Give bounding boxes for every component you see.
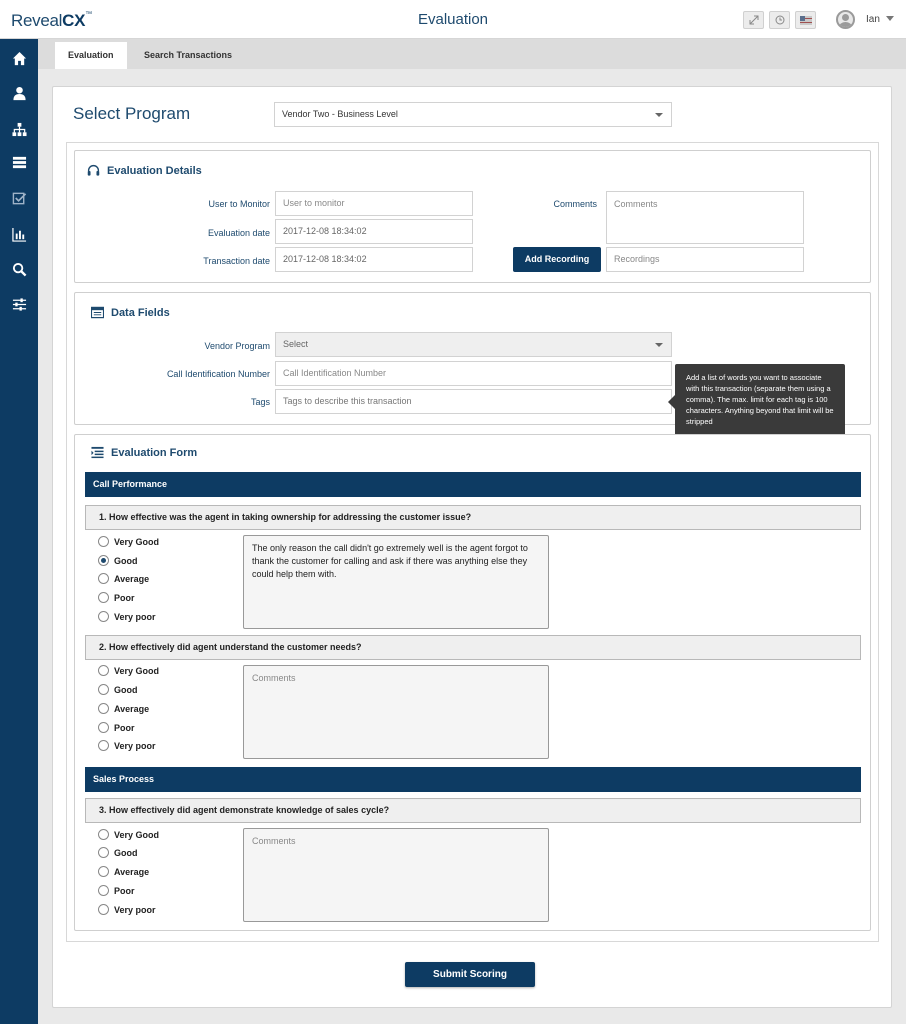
radio-button[interactable] [98, 665, 109, 676]
radio-button[interactable] [98, 573, 109, 584]
q2-option-very-good[interactable]: Very Good [98, 665, 159, 676]
q3-option-very-good[interactable]: Very Good [98, 829, 159, 840]
user-icon [12, 86, 27, 101]
radio-button[interactable] [98, 684, 109, 695]
submit-scoring-button[interactable]: Submit Scoring [405, 962, 535, 987]
radio-button[interactable] [98, 611, 109, 622]
category-sales-process: Sales Process [85, 767, 861, 792]
radio-button[interactable] [98, 885, 109, 896]
expand-icon [749, 15, 759, 25]
chevron-down-icon [655, 113, 663, 117]
sidebar-item-evaluations[interactable] [0, 186, 38, 210]
transaction-date-label: Transaction date [203, 256, 270, 266]
language-button[interactable] [795, 11, 816, 29]
evaluation-date-label: Evaluation date [207, 228, 270, 238]
sidebar-item-hierarchy[interactable] [0, 117, 38, 141]
headset-icon [87, 164, 100, 177]
q3-option-very-poor[interactable]: Very poor [98, 904, 156, 915]
call-id-label: Call Identification Number [166, 369, 270, 379]
page-title: Evaluation [417, 11, 489, 28]
q1-option-very-good[interactable]: Very Good [98, 536, 159, 547]
sliders-icon [12, 297, 27, 312]
question-1: 1. How effective was the agent in taking ownership for addressing the customer issue? [85, 505, 861, 530]
sidebar-item-reports[interactable] [0, 222, 38, 246]
list-icon [12, 155, 27, 170]
program-select-value: Vendor Two - Business Level [282, 109, 398, 119]
org-chart-icon [12, 122, 27, 137]
select-program-label: Select Program [73, 104, 191, 123]
user-to-monitor-input[interactable]: User to monitor [275, 191, 473, 216]
checkbox-icon [12, 191, 27, 206]
evaluation-date-input[interactable]: 2017-12-08 18:34:02 [275, 219, 473, 244]
q3-option-good[interactable]: Good [98, 847, 138, 858]
form-list-icon [91, 446, 104, 459]
sidebar [0, 39, 38, 1024]
search-icon [12, 262, 27, 277]
program-select[interactable] [274, 102, 672, 127]
logo[interactable]: RevealCX™ [11, 11, 92, 30]
user-to-monitor-label: User to Monitor [208, 199, 270, 209]
tags-tooltip: Add a list of words you want to associate with this transaction (separate them using a comma). The max. limit for each tag is 100 characters. Anything beyond that limit will be stripped [675, 364, 845, 439]
q2-option-poor[interactable]: Poor [98, 722, 135, 733]
vendor-program-select[interactable] [275, 332, 672, 357]
q1-option-good[interactable]: Good [98, 555, 138, 566]
data-fields-title: Data Fields [91, 306, 170, 319]
home-icon [12, 51, 27, 66]
comments-label: Comments [553, 199, 597, 209]
question-2: 2. How effectively did agent understand the customer needs? [85, 635, 861, 660]
avatar[interactable] [836, 10, 855, 29]
radio-button[interactable] [98, 829, 109, 840]
radio-button-checked[interactable] [98, 555, 109, 566]
q3-option-poor[interactable]: Poor [98, 885, 135, 896]
radio-button[interactable] [98, 592, 109, 603]
q2-option-very-poor[interactable]: Very poor [98, 740, 156, 751]
clock-icon [775, 15, 785, 25]
call-id-input[interactable]: Call Identification Number [275, 361, 672, 386]
evaluation-form-title: Evaluation Form [91, 446, 197, 459]
tab-evaluation[interactable]: Evaluation [55, 42, 127, 69]
sidebar-item-users[interactable] [0, 81, 38, 105]
add-recording-button[interactable]: Add Recording [513, 247, 601, 272]
tab-search-transactions[interactable]: Search Transactions [144, 50, 233, 60]
q3-comment-textarea[interactable]: Comments [243, 828, 549, 922]
radio-button[interactable] [98, 847, 109, 858]
sidebar-item-settings[interactable] [0, 292, 38, 316]
radio-button[interactable] [98, 703, 109, 714]
q2-comment-textarea[interactable]: Comments [243, 665, 549, 759]
radio-button[interactable] [98, 722, 109, 733]
sidebar-item-home[interactable] [0, 46, 38, 70]
tab-bar [38, 39, 906, 69]
chevron-down-icon [655, 343, 663, 347]
expand-button[interactable] [743, 11, 764, 29]
q2-option-average[interactable]: Average [98, 703, 149, 714]
q1-option-average[interactable]: Average [98, 573, 149, 584]
chevron-down-icon[interactable] [886, 16, 894, 21]
radio-button[interactable] [98, 740, 109, 751]
history-button[interactable] [769, 11, 790, 29]
radio-button[interactable] [98, 904, 109, 915]
sidebar-item-search[interactable] [0, 257, 38, 281]
comments-textarea[interactable]: Comments [606, 191, 804, 244]
radio-button[interactable] [98, 536, 109, 547]
user-name[interactable]: Ian [866, 14, 880, 25]
vendor-program-label: Vendor Program [204, 341, 270, 351]
category-call-performance: Call Performance [85, 472, 861, 497]
q1-option-very-poor[interactable]: Very poor [98, 611, 156, 622]
top-bar [0, 0, 906, 39]
transaction-date-input[interactable]: 2017-12-08 18:34:02 [275, 247, 473, 272]
bar-chart-icon [12, 227, 27, 242]
tags-label: Tags [250, 397, 270, 407]
tags-input[interactable]: Tags to describe this transaction [275, 389, 672, 414]
q1-option-poor[interactable]: Poor [98, 592, 135, 603]
recordings-input[interactable]: Recordings [606, 247, 804, 272]
evaluation-details-title: Evaluation Details [87, 164, 202, 177]
sidebar-item-programs[interactable] [0, 150, 38, 174]
question-3: 3. How effectively did agent demonstrate knowledge of sales cycle? [85, 798, 861, 823]
q3-option-average[interactable]: Average [98, 866, 149, 877]
q1-comment-textarea[interactable]: The only reason the call didn't go extremely well is the agent forgot to thank the customer for calling and ask if there was anything else they could help them with. [243, 535, 549, 629]
q2-option-good[interactable]: Good [98, 684, 138, 695]
radio-button[interactable] [98, 866, 109, 877]
table-icon [91, 306, 104, 319]
vendor-program-value: Select [283, 339, 309, 349]
flag-icon [800, 16, 812, 25]
